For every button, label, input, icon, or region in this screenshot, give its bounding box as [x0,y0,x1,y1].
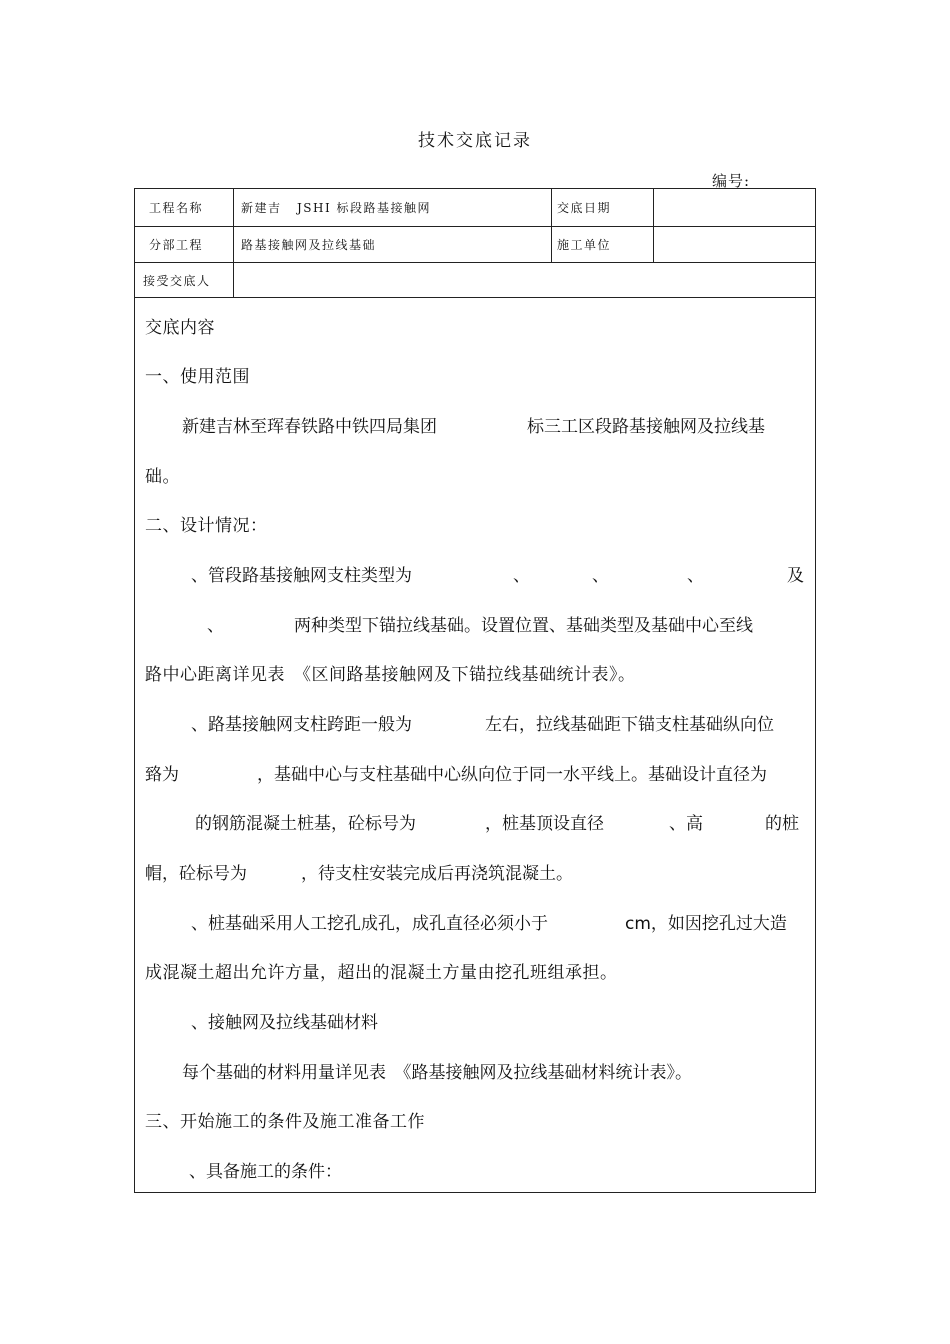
s2-line4-b: 左右，拉线基础距下锚支柱基础纵向位 [485,715,774,735]
s2-line1-sep2: 、 [592,566,609,586]
header-row-receiver [135,263,815,298]
project-value-part1: 新建吉 [241,201,282,215]
disclosure-table [134,188,816,1193]
s2-line10: 、接触网及拉线基础材料 [191,1013,378,1033]
s2-line6-c: 、高 [669,814,703,834]
s2-line7-a: 帽，砼标号为 [145,864,247,884]
s1-line1-b: 标三工区段路基接触网及拉线基 [527,417,765,437]
part-label: 分部工程 [149,238,204,252]
part-value: 路基接触网及拉线基础 [241,238,377,252]
s2-line7-b: ，待支柱安装完成后再浇筑混凝土。 [301,864,573,884]
header-row-part [135,227,815,263]
serial-number-label: 编号: [712,172,751,190]
section-2-title: 二、设计情况： [145,516,268,536]
s2-line6-a: 的钢筋混凝土桩基，砼标号为 [195,814,416,834]
s2-line1-sep1: 、 [513,566,530,586]
document-title: 技术交底记录 [418,131,532,151]
project-value-part2: JSHI 标段路基接触网 [297,201,432,215]
date-label: 交底日期 [557,201,612,215]
unit-label: 施工单位 [557,238,612,252]
s2-line1-a: 、管段路基接触网支柱类型为 [191,566,412,586]
s2-line2-b: 两种类型下锚拉线基础。设置位置、基础类型及基础中心至线 [294,616,753,636]
s2-line2-a: 、 [207,616,224,636]
header-row-project [135,189,815,227]
s2-line5-b: ，基础中心与支柱基础中心纵向位于同一水平线上。基础设计直径为 [257,765,767,785]
section-3-title: 三、开始施工的条件及施工准备工作 [145,1112,425,1132]
project-label: 工程名称 [149,201,204,215]
s2-line11: 每个基础的材料用量详见表 《路基接触网及拉线基础材料统计表》。 [182,1063,692,1083]
s2-line3: 路中心距离详见表 《区间路基接触网及下锚拉线基础统计表》。 [145,665,636,685]
s2-line9: 成混凝土超出允许方量，超出的混凝土方量由挖孔班组承担。 [145,963,618,983]
s2-line8-b: cm，如因挖孔过大造 [625,914,787,934]
s1-line1-a: 新建吉林至珲春铁路中铁四局集团 [182,417,437,437]
s2-line1-sep3: 、 [687,566,704,586]
receiver-label: 接受交底人 [143,273,211,288]
section-1-title: 一、使用范围 [145,367,250,387]
s3-line1: 、具备施工的条件： [189,1162,342,1182]
s2-line4-a: 、路基接触网支柱跨距一般为 [191,715,412,735]
s2-line6-b: ，桩基顶设直径 [485,814,604,834]
s2-line8-a: 、桩基础采用人工挖孔成孔，成孔直径必须小于 [191,914,548,934]
s2-line6-d: 的桩 [765,814,799,834]
s2-line5-a: 臵为 [145,765,179,785]
s1-line2: 础。 [145,467,180,487]
content-heading: 交底内容 [145,318,215,338]
s2-line1-and: 及 [787,566,804,586]
